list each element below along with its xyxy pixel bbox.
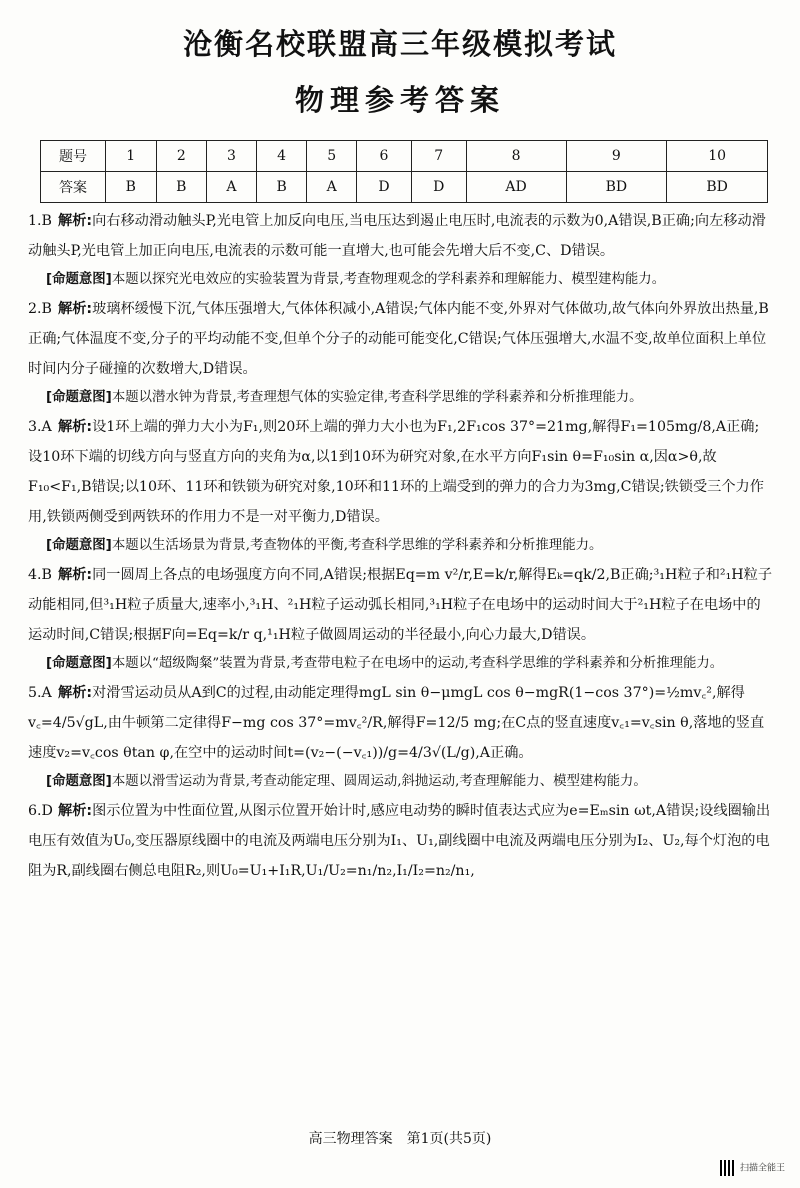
question-number: 4.B: [28, 567, 52, 583]
answer-table: [40, 140, 768, 203]
table-cell: D: [411, 172, 466, 203]
intent-tag: [命题意图]: [46, 538, 112, 553]
table-cell: 7: [411, 141, 466, 172]
analysis-text: 设1环上端的弹力大小为F₁,则20环上端的弹力大小也为F₁,2F₁cos 37°=21mg,解得F₁=105mg/8,A正确;设10环下端的切线方向与竖直方向的夹角为α,以1到10环为研究对象,在水平方向F₁sin θ=F₁₀sin α,因α>θ,故F₁₀<F₁,B错误;以10环、11环和铁锁为研究对象,10环和11环的上端受到的弹力的合力为3mg,C错误;铁锁受三个力作用,铁锁两侧受到两铁环的作用力不是一对平衡力,D错误。: [28, 419, 764, 525]
scanner-stamp: [720, 1160, 785, 1176]
question-number: 5.A: [28, 685, 52, 701]
table-cell: 9: [566, 141, 667, 172]
table-row-numbers: [41, 141, 768, 172]
intent-text: 本题以探究光电效应的实验装置为背景,考查物理观念的学科素养和理解能力、模型建构能力。: [111, 272, 666, 287]
table-cell: 6: [357, 141, 412, 172]
analysis-text: 同一圆周上各点的电场强度方向不同,A错误;根据Eq=m v²/r,E=k/r,解得Eₖ=qk/2,B正确;³₁H粒子和²₁H粒子动能相同,但³₁H粒子质量大,速率小,³₁H、²₁H粒子运动弧长相同,³₁H粒子在电场中的运动时间大于²₁H粒子在电场中的运动时间,C错误;根据F向=Eq=k/r q,¹₁H粒子做圆周运动的半径最小,向心力最大,D错误。: [28, 567, 773, 643]
exam-subtitle: 物理参考答案: [294, 83, 505, 117]
table-row-answers: [41, 172, 768, 203]
table-cell: A: [307, 172, 357, 203]
table-cell: D: [357, 172, 412, 203]
solution-3: [28, 412, 772, 560]
solution-2: [28, 294, 772, 412]
intent-tag: [命题意图]: [46, 656, 112, 671]
analysis-text: 对滑雪运动员从A到C的过程,由动能定理得mgL sin θ−μmgL cos θ−mgR(1−cos 37°)=½mv꜀²,解得v꜀=4/5√gL,由牛顿第二定律得F−mg cos 37°=mv꜀²/R,解得F=12/5 mg;在C点的竖直速度v꜀₁=v꜀sin θ,落地的竖直速度v₂=v꜀cos θtan φ,在空中的运动时间t=(v₂−(−v꜀₁))/g=4/3√(L/g),A正确。: [28, 685, 765, 761]
table-cell: 5: [307, 141, 357, 172]
question-number: 1.B: [28, 213, 52, 229]
solution-5: [28, 678, 772, 796]
solution-1: [28, 206, 772, 294]
exam-title: 沧衡名校联盟高三年级模拟考试: [182, 27, 617, 61]
solution-4: [28, 560, 772, 678]
intent-tag: [命题意图]: [46, 774, 112, 789]
question-number: 2.B: [28, 301, 52, 317]
table-cell: B: [156, 172, 207, 203]
table-cell: 1: [106, 141, 157, 172]
analysis-label: 解析:: [58, 213, 93, 229]
analysis-label: 解析:: [58, 419, 93, 435]
table-cell: B: [256, 172, 307, 203]
table-cell: B: [106, 172, 157, 203]
page-footer: 高三物理答案 第1页(共5页): [308, 1131, 492, 1147]
table-cell: 题号: [41, 141, 106, 172]
table-cell: 2: [156, 141, 207, 172]
analysis-label: 解析:: [58, 685, 93, 701]
table-cell: 答案: [41, 172, 106, 203]
analysis-label: 解析:: [58, 803, 93, 819]
table-cell: 8: [466, 141, 566, 172]
table-cell: 3: [207, 141, 257, 172]
intent-text: 本题以潜水钟为背景,考查理想气体的实验定律,考查科学思维的学科素养和分析推理能力。: [111, 390, 643, 405]
solution-6: [28, 796, 772, 886]
table-cell: A: [207, 172, 257, 203]
analysis-text: 玻璃杯缓慢下沉,气体压强增大,气体体积减小,A错误;气体内能不变,外界对气体做功,故气体向外界放出热量,B正确;气体温度不变,分子的平均动能不变,但单个分子的动能可能变化,C错误;气体压强增大,水温不变,故单位面积上单位时间内分子碰撞的次数增大,D错误。: [28, 301, 769, 377]
analysis-text: 向右移动滑动触头P,光电管上加反向电压,当电压达到遏止电压时,电流表的示数为0,A错误,B正确;向左移动滑动触头P,光电管上加正向电压,电流表的示数可能一直增大,也可能会先增大后不变,C、D错误。: [28, 213, 766, 259]
solutions: [28, 206, 772, 886]
table-cell: AD: [466, 172, 566, 203]
question-number: 6.D: [28, 803, 53, 819]
intent-tag: [命题意图]: [46, 272, 112, 287]
table-cell: 4: [256, 141, 307, 172]
table-cell: 10: [667, 141, 768, 172]
analysis-label: 解析:: [58, 301, 93, 317]
intent-text: 本题以生活场景为背景,考查物体的平衡,考查科学思维的学科素养和分析推理能力。: [111, 538, 603, 553]
question-number: 3.A: [28, 419, 52, 435]
intent-text: 本题以滑雪运动为背景,考查动能定理、圆周运动,斜抛运动,考查理解能力、模型建构能力。: [111, 774, 647, 789]
intent-tag: [命题意图]: [46, 390, 112, 405]
analysis-label: 解析:: [58, 567, 93, 583]
intent-text: 本题以“超级陶粲”装置为背景,考查带电粒子在电场中的运动,考查科学思维的学科素养和分析推理能力。: [111, 656, 724, 671]
table-cell: BD: [667, 172, 768, 203]
scanner-stamp-text: 扫描全能王: [740, 1163, 786, 1174]
qr-code-icon: [720, 1160, 736, 1176]
analysis-text: 图示位置为中性面位置,从图示位置开始计时,感应电动势的瞬时值表达式应为e=Eₘsin ωt,A错误;设线圈输出电压有效值为U₀,变压器原线圈中的电流及两端电压分别为I₁、U₁,副线圈中电流及两端电压分别为I₂、U₂,每个灯泡的电阻为R,副线圈右侧总电阻R₂,则U₀=U₁+I₁R,U₁/U₂=n₁/n₂,I₁/I₂=n₂/n₁,: [28, 803, 771, 879]
table-cell: BD: [566, 172, 667, 203]
